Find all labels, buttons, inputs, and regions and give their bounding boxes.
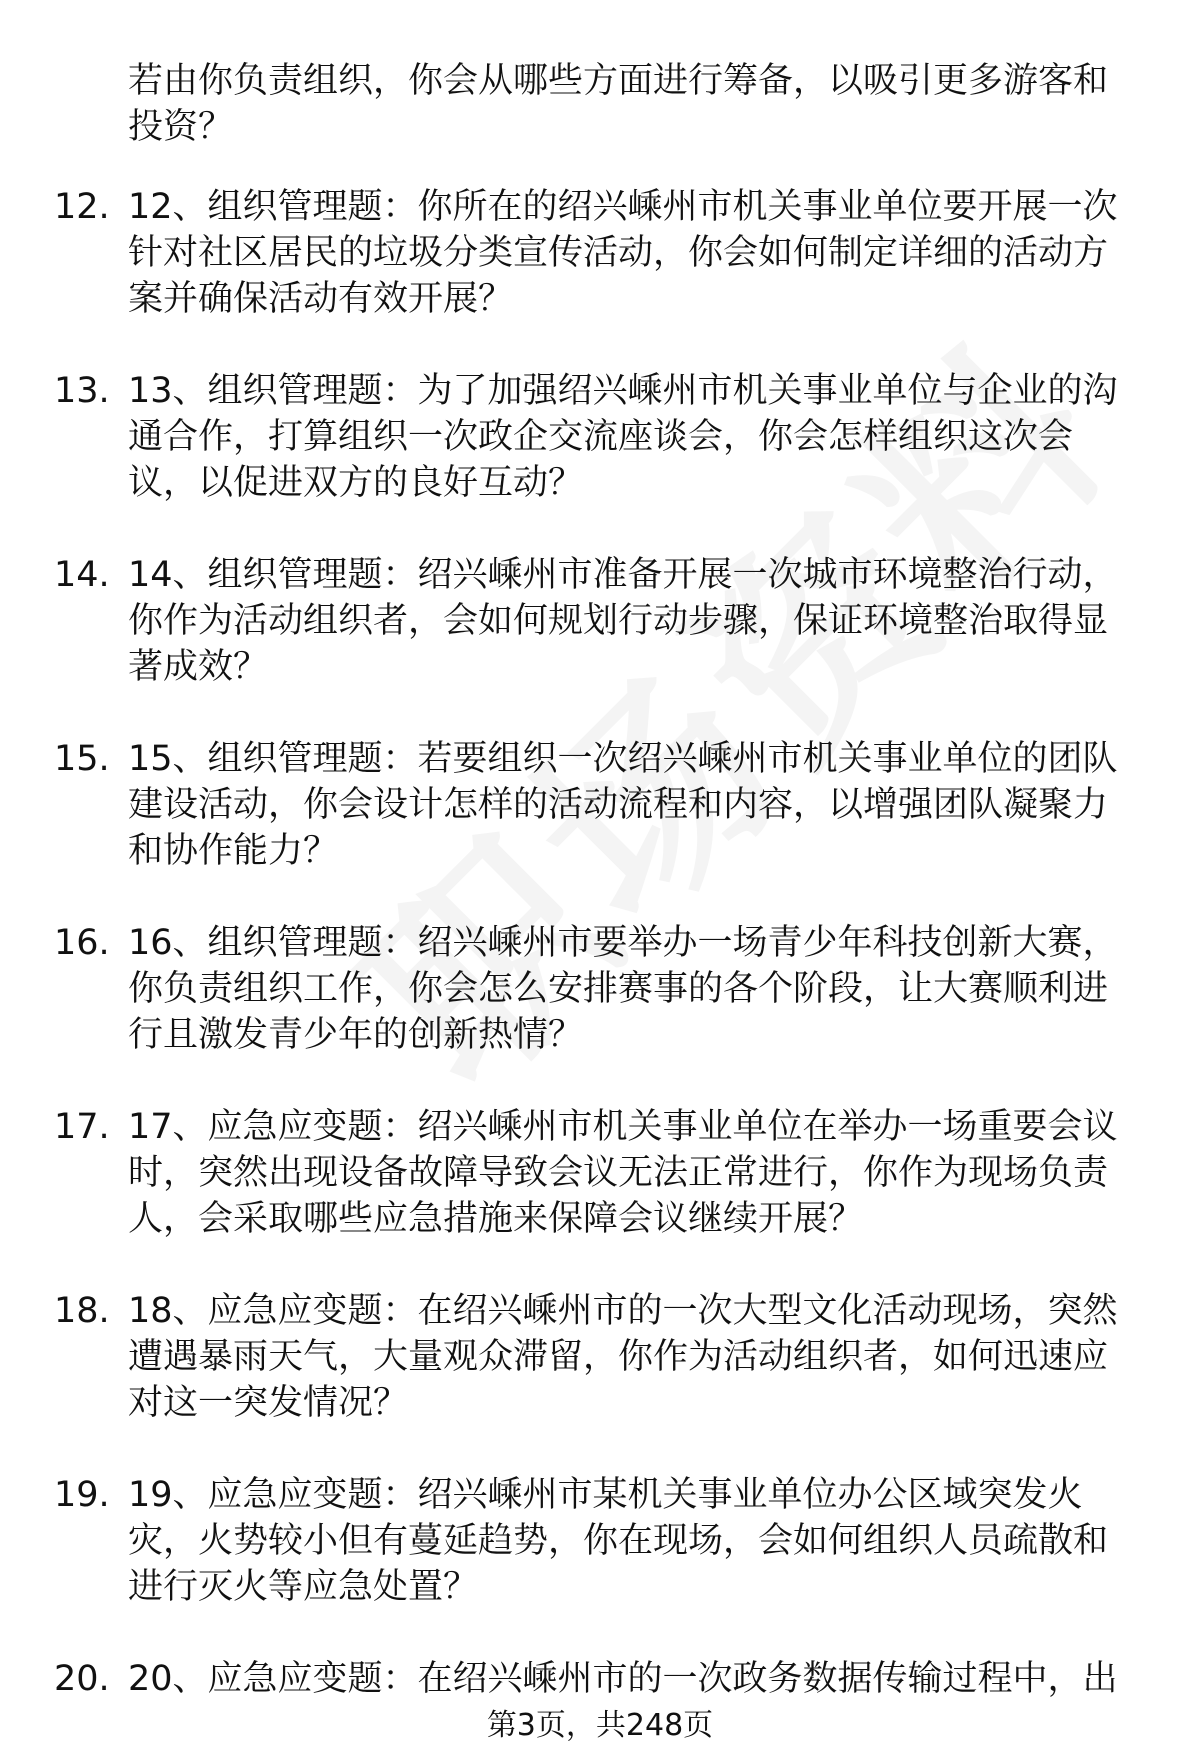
- page-footer: 第3页，共248页: [486, 1708, 714, 1743]
- question-text: 14、组织管理题：绍兴嵊州市准备开展一次城市环境整治行动，你作为活动组织者，会如何规划行动步骤，保证环境整治取得显著成效？: [128, 555, 1118, 687]
- question-number: 16.: [54, 923, 110, 963]
- question-item: [0, 1472, 1200, 1656]
- question-item: [0, 368, 1200, 552]
- question-text: 12、组织管理题：你所在的绍兴嵊州市机关事业单位要开展一次针对社区居民的垃圾分类宣传活动，你会如何制定详细的活动方案并确保活动有效开展？: [128, 187, 1118, 319]
- question-number: 17.: [54, 1107, 110, 1147]
- question-item: [0, 1288, 1200, 1472]
- question-continuation: 若由你负责组织，你会从哪些方面进行筹备，以吸引更多游客和投资？: [128, 61, 1109, 147]
- question-number: 18.: [54, 1291, 110, 1331]
- question-number: 15.: [54, 739, 110, 779]
- question-text: 18、应急应变题：在绍兴嵊州市的一次大型文化活动现场，突然遭遇暴雨天气，大量观众滞留，你作为活动组织者，如何迅速应对这一突发情况？: [128, 1291, 1118, 1423]
- question-text: 15、组织管理题：若要组织一次绍兴嵊州市机关事业单位的团队建设活动，你会设计怎样的活动流程和内容，以增强团队凝聚力和协作能力？: [128, 739, 1118, 871]
- question-list: [0, 184, 1200, 1755]
- question-item: [0, 184, 1200, 368]
- question-text: 20、应急应变题：在绍兴嵊州市的一次政务数据传输过程中，出: [128, 1659, 1118, 1699]
- question-text: 13、组织管理题：为了加强绍兴嵊州市机关事业单位与企业的沟通合作，打算组织一次政企交流座谈会，你会怎样组织这次会议，以促进双方的良好互动？: [128, 371, 1118, 503]
- question-number: 13.: [54, 371, 110, 411]
- question-text: 16、组织管理题：绍兴嵊州市要举办一场青少年科技创新大赛，你负责组织工作，你会怎么安排赛事的各个阶段，让大赛顺利进行且激发青少年的创新热情？: [128, 923, 1118, 1055]
- question-number: 19.: [54, 1475, 110, 1515]
- question-text: 17、应急应变题：绍兴嵊州市机关事业单位在举办一场重要会议时，突然出现设备故障导致会议无法正常进行，你作为现场负责人，会采取哪些应急措施来保障会议继续开展？: [128, 1107, 1118, 1239]
- question-item: [0, 736, 1200, 920]
- question-number: 14.: [54, 555, 110, 595]
- question-item: [0, 920, 1200, 1104]
- question-number: 20.: [54, 1659, 110, 1699]
- question-item: [0, 552, 1200, 736]
- question-text: 19、应急应变题：绍兴嵊州市某机关事业单位办公区域突发火灾，火势较小但有蔓延趋势，你在现场，会如何组织人员疏散和进行灭火等应急处置？: [128, 1475, 1109, 1607]
- question-item: [0, 1104, 1200, 1288]
- question-number: 12.: [54, 187, 110, 227]
